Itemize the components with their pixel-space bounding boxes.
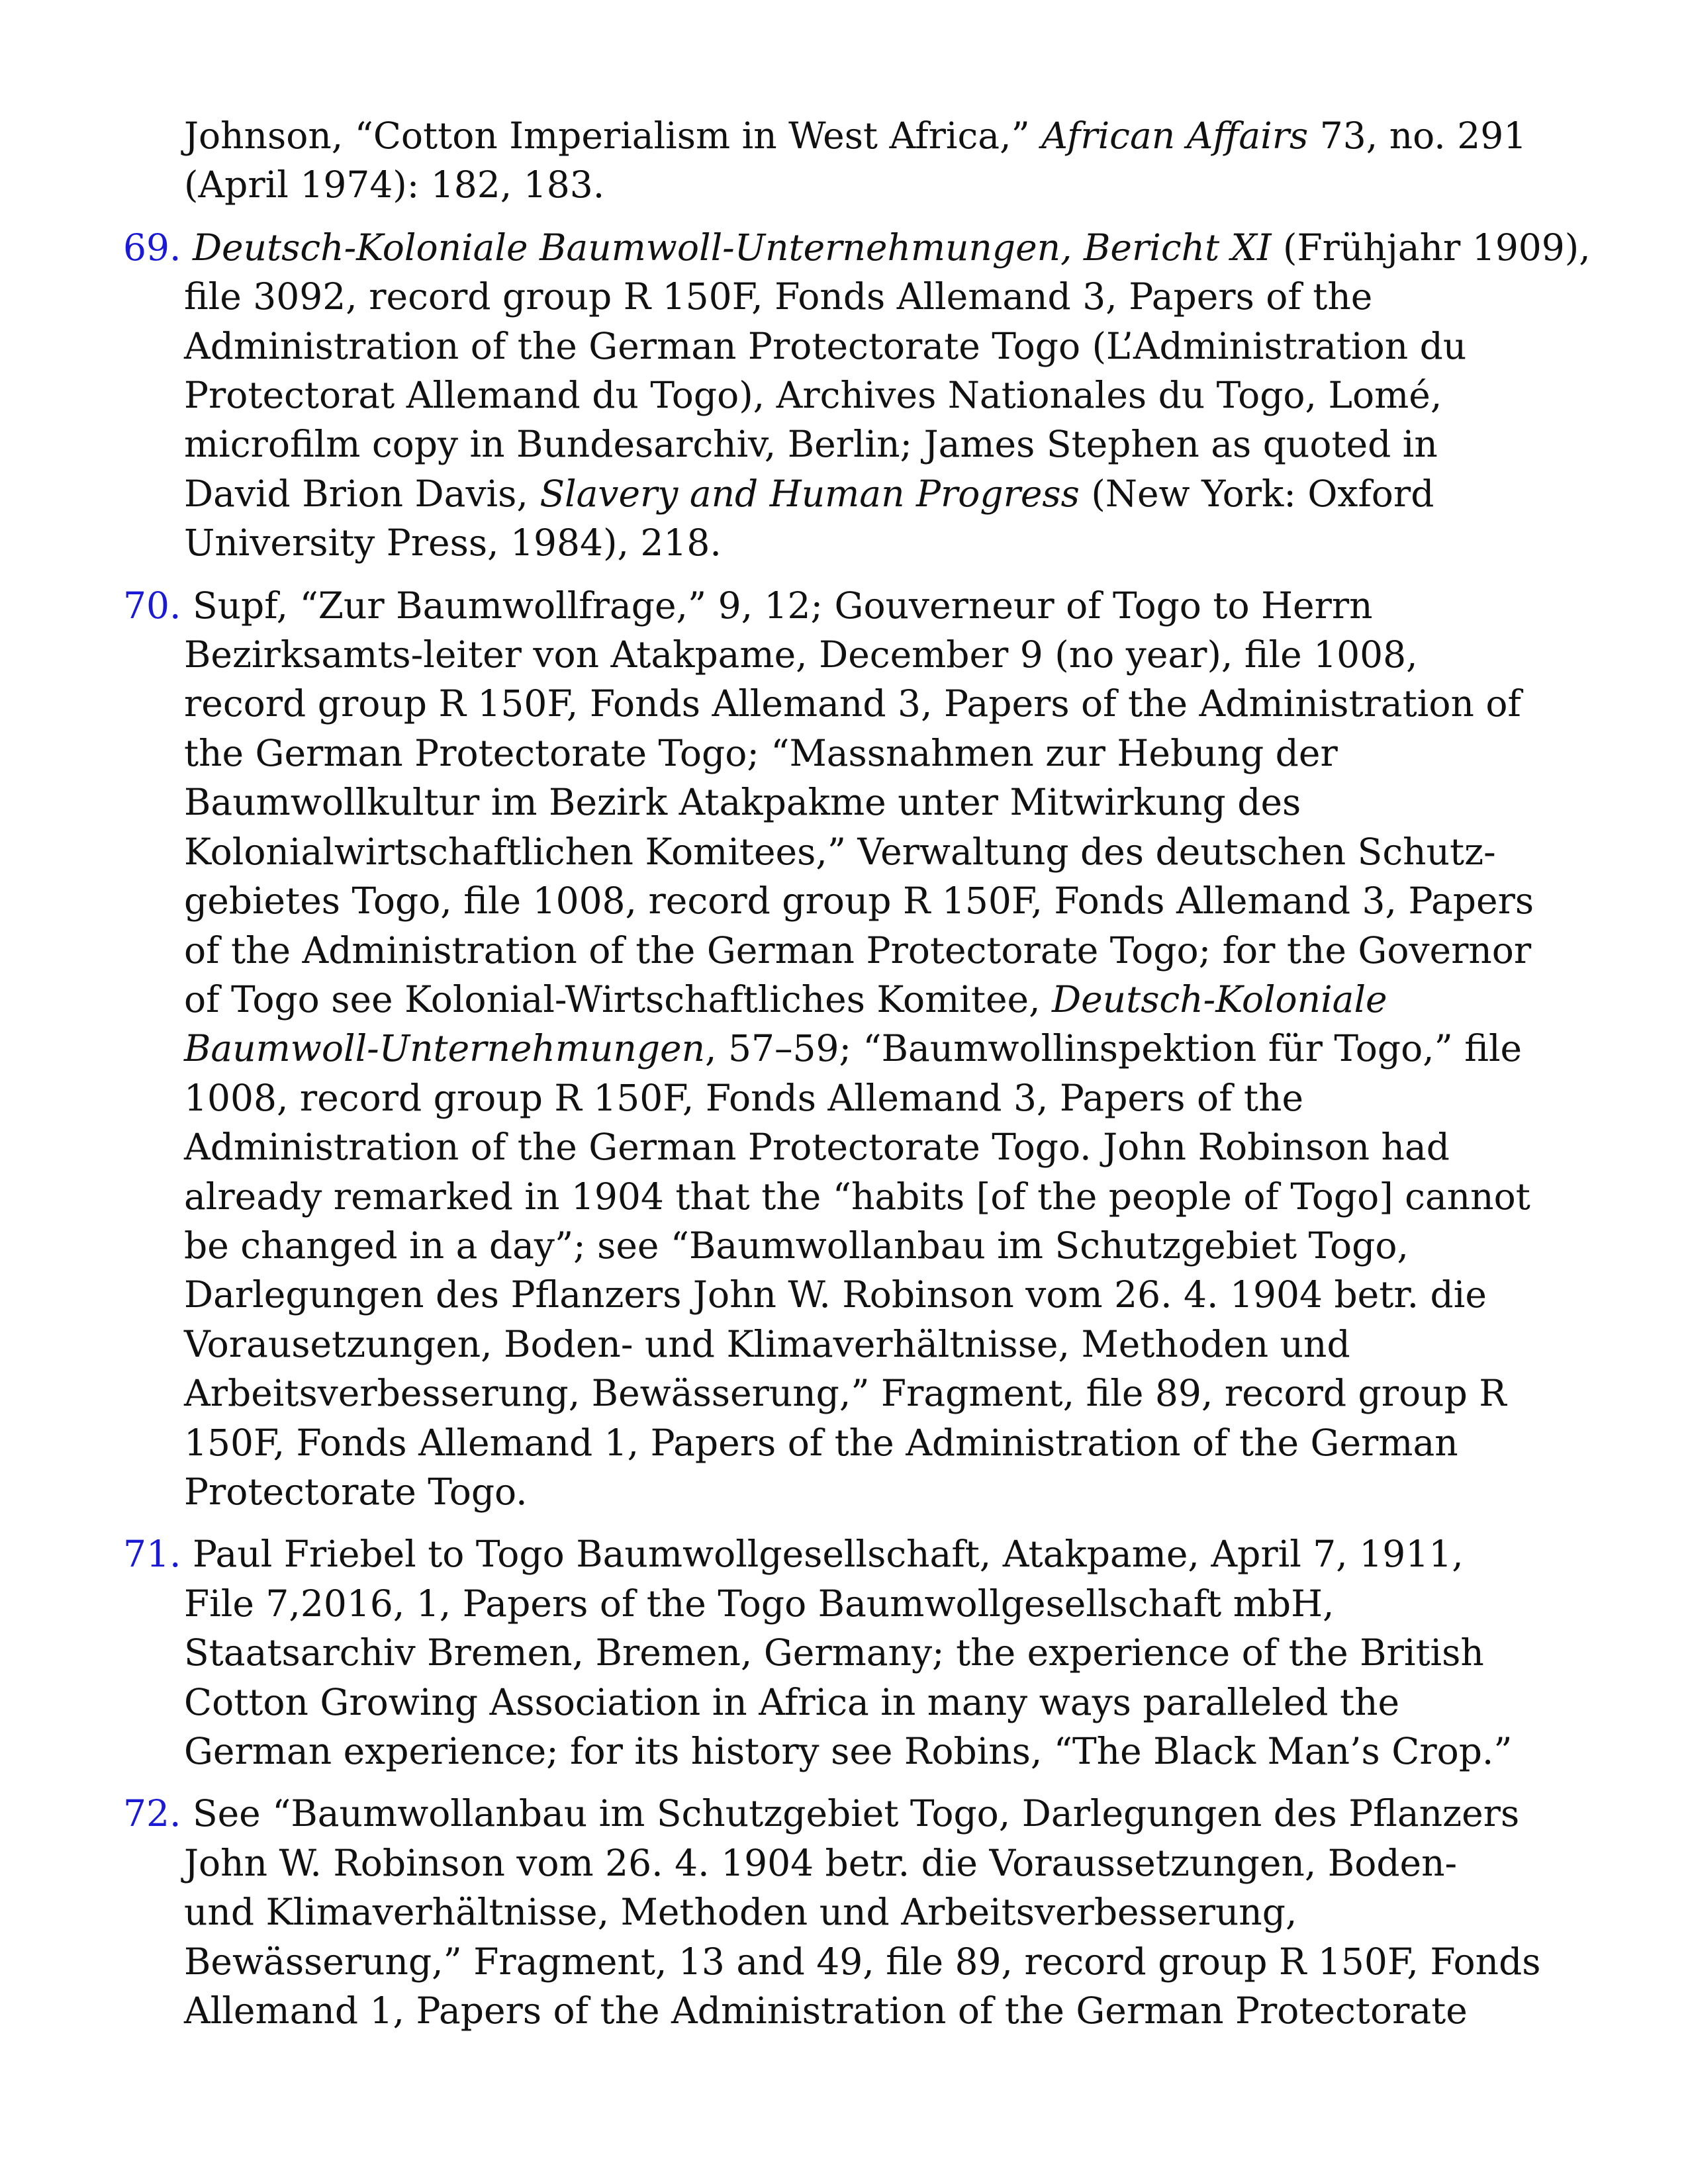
endnote-line bbox=[184, 1369, 1579, 1418]
endnote-line bbox=[184, 1221, 1579, 1270]
note-text: , 57–59; “Baumwollinspektion für Togo,” file bbox=[705, 1027, 1523, 1070]
italic-title: Baumwoll-Unternehmungen bbox=[184, 1027, 706, 1070]
endnote-line bbox=[184, 1839, 1579, 1888]
note-text: gebietes Togo, file 1008, record group R 150F, Fonds Allemand 3, Papers bbox=[184, 880, 1534, 923]
endnote-line bbox=[184, 729, 1579, 778]
endnote bbox=[123, 1789, 1579, 2035]
note-text: of Togo see Kolonial-Wirtschaftliches Komitee, bbox=[184, 978, 1053, 1021]
endnote-line bbox=[123, 581, 1579, 630]
endnote-number-link[interactable]: 71. bbox=[123, 1533, 181, 1576]
endnote bbox=[123, 581, 1579, 1517]
note-text: Administration of the German Protectorate Togo. John Robinson had bbox=[184, 1126, 1450, 1169]
italic-title: Deutsch-Koloniale Baumwoll-Unternehmungen, Bericht XI bbox=[192, 226, 1272, 269]
endnote-line bbox=[184, 1073, 1579, 1122]
note-text: Johnson, “Cotton Imperialism in West Africa,” bbox=[184, 114, 1042, 157]
endnote-number-link[interactable]: 72. bbox=[123, 1792, 181, 1835]
endnote-line bbox=[184, 1937, 1579, 1986]
italic-title: African Affairs bbox=[1041, 114, 1309, 157]
note-text: file 3092, record group R 150F, Fonds Allemand 3, Papers of the bbox=[184, 275, 1373, 318]
note-text: 150F, Fonds Allemand 1, Papers of the Administration of the German bbox=[184, 1421, 1458, 1464]
note-text: File 7,2016, 1, Papers of the Togo Baumwollgesellschaft mbH, bbox=[184, 1582, 1335, 1625]
note-text: (Frühjahr 1909), bbox=[1271, 226, 1591, 269]
endnote-line bbox=[184, 469, 1579, 518]
endnote-line bbox=[184, 1024, 1579, 1073]
endnote-line bbox=[184, 1986, 1579, 2035]
endnote-line bbox=[184, 371, 1579, 420]
endnote-line bbox=[184, 322, 1579, 371]
note-text: Protectorat Allemand du Togo), Archives Nationales du Togo, Lomé, bbox=[184, 374, 1442, 417]
endnote-number-link[interactable]: 69. bbox=[123, 226, 181, 269]
endnote-line bbox=[184, 518, 1579, 567]
note-text: Bezirksamts-leiter von Atakpame, December 9 (no year), file 1008, bbox=[184, 633, 1418, 676]
note-text: Darlegungen des Pflanzers John W. Robinson vom 26. 4. 1904 betr. die bbox=[184, 1273, 1487, 1316]
note-text: Arbeitsverbesserung, Bewässerung,” Fragment, file 89, record group R bbox=[184, 1372, 1507, 1415]
endnote-line bbox=[184, 420, 1579, 469]
endnote-line bbox=[184, 1888, 1579, 1936]
note-text: 1008, record group R 150F, Fonds Allemand 3, Papers of the bbox=[184, 1076, 1304, 1119]
endnote-line bbox=[184, 1320, 1579, 1369]
endnote-line bbox=[184, 1727, 1579, 1776]
endnote-continued bbox=[123, 111, 1579, 210]
endnote-line bbox=[184, 160, 1579, 209]
note-text: Cotton Growing Association in Africa in many ways paralleled the bbox=[184, 1680, 1400, 1723]
endnote-line bbox=[184, 1628, 1579, 1677]
note-text: Allemand 1, Papers of the Administration of the German Protectorate bbox=[184, 1989, 1468, 2032]
note-text: (April 1974): 182, 183. bbox=[184, 163, 605, 206]
note-text: already remarked in 1904 that the “habits [of the people of Togo] cannot bbox=[184, 1175, 1530, 1218]
note-text: Paul Friebel to Togo Baumwollgesellschaft, Atakpame, April 7, 1911, bbox=[192, 1533, 1464, 1576]
note-text: und Klimaverhältnisse, Methoden und Arbeitsverbesserung, bbox=[184, 1891, 1297, 1934]
note-text: John W. Robinson vom 26. 4. 1904 betr. die Voraussetzungen, Boden- bbox=[184, 1841, 1458, 1884]
endnote-line bbox=[184, 1418, 1579, 1467]
endnote-line bbox=[184, 1467, 1579, 1516]
note-text: record group R 150F, Fonds Allemand 3, Papers of the Administration of bbox=[184, 682, 1521, 725]
endnote-line bbox=[184, 272, 1579, 321]
endnote-line bbox=[184, 1678, 1579, 1727]
endnote-number-link[interactable]: 70. bbox=[123, 584, 181, 627]
endnote-line bbox=[184, 1579, 1579, 1628]
note-text: David Brion Davis, bbox=[184, 472, 540, 515]
note-text: (New York: Oxford bbox=[1079, 472, 1434, 515]
endnote-line bbox=[184, 1172, 1579, 1221]
note-text: Vorausetzungen, Boden- und Klimaverhältnisse, Methoden und bbox=[184, 1322, 1350, 1365]
endnote-line bbox=[184, 778, 1579, 827]
note-text: of the Administration of the German Protectorate Togo; for the Governor bbox=[184, 929, 1532, 972]
endnote bbox=[123, 1529, 1579, 1776]
endnotes-page bbox=[123, 111, 1591, 2048]
note-text: Staatsarchiv Bremen, Bremen, Germany; the experience of the British bbox=[184, 1631, 1484, 1674]
note-text: University Press, 1984), 218. bbox=[184, 522, 722, 565]
endnote-line bbox=[184, 111, 1579, 160]
endnote-line bbox=[184, 876, 1579, 925]
endnote-line bbox=[184, 827, 1579, 876]
note-text: 73, no. 291 bbox=[1308, 114, 1527, 157]
italic-title: Slavery and Human Progress bbox=[539, 472, 1080, 515]
note-text: Bewässerung,” Fragment, 13 and 49, file 89, record group R 150F, Fonds bbox=[184, 1940, 1541, 1983]
italic-title: Deutsch-Koloniale bbox=[1052, 978, 1387, 1021]
note-text: Protectorate Togo. bbox=[184, 1470, 528, 1513]
note-text: microfilm copy in Bundesarchiv, Berlin; James Stephen as quoted in bbox=[184, 423, 1438, 466]
endnote-line bbox=[123, 1529, 1579, 1578]
note-text: German experience; for its history see Robins, “The Black Man’s Crop.” bbox=[184, 1730, 1513, 1772]
endnote-line bbox=[123, 223, 1591, 272]
endnote-line bbox=[184, 926, 1579, 975]
note-text: Baumwollkultur im Bezirk Atakpakme unter Mitwirkung des bbox=[184, 781, 1301, 824]
endnote-line bbox=[184, 679, 1579, 728]
note-text: Administration of the German Protectorate Togo (L’Administration du bbox=[184, 324, 1467, 367]
endnote-line bbox=[184, 1122, 1579, 1171]
endnote-line bbox=[123, 1789, 1579, 1838]
endnote-line bbox=[184, 1270, 1579, 1319]
note-text: Kolonialwirtschaftlichen Komitees,” Verwaltung des deutschen Schutz- bbox=[184, 830, 1496, 873]
note-text: be changed in a day”; see “Baumwollanbau im Schutzgebiet Togo, bbox=[184, 1224, 1409, 1267]
endnote bbox=[123, 223, 1591, 568]
note-text: See “Baumwollanbau im Schutzgebiet Togo, Darlegungen des Pflanzers bbox=[192, 1792, 1520, 1835]
endnote-line bbox=[184, 630, 1579, 679]
endnote-line bbox=[184, 975, 1579, 1024]
note-text: Supf, “Zur Baumwollfrage,” 9, 12; Gouverneur of Togo to Herrn bbox=[192, 584, 1373, 627]
note-text: the German Protectorate Togo; “Massnahmen zur Hebung der bbox=[184, 731, 1338, 774]
